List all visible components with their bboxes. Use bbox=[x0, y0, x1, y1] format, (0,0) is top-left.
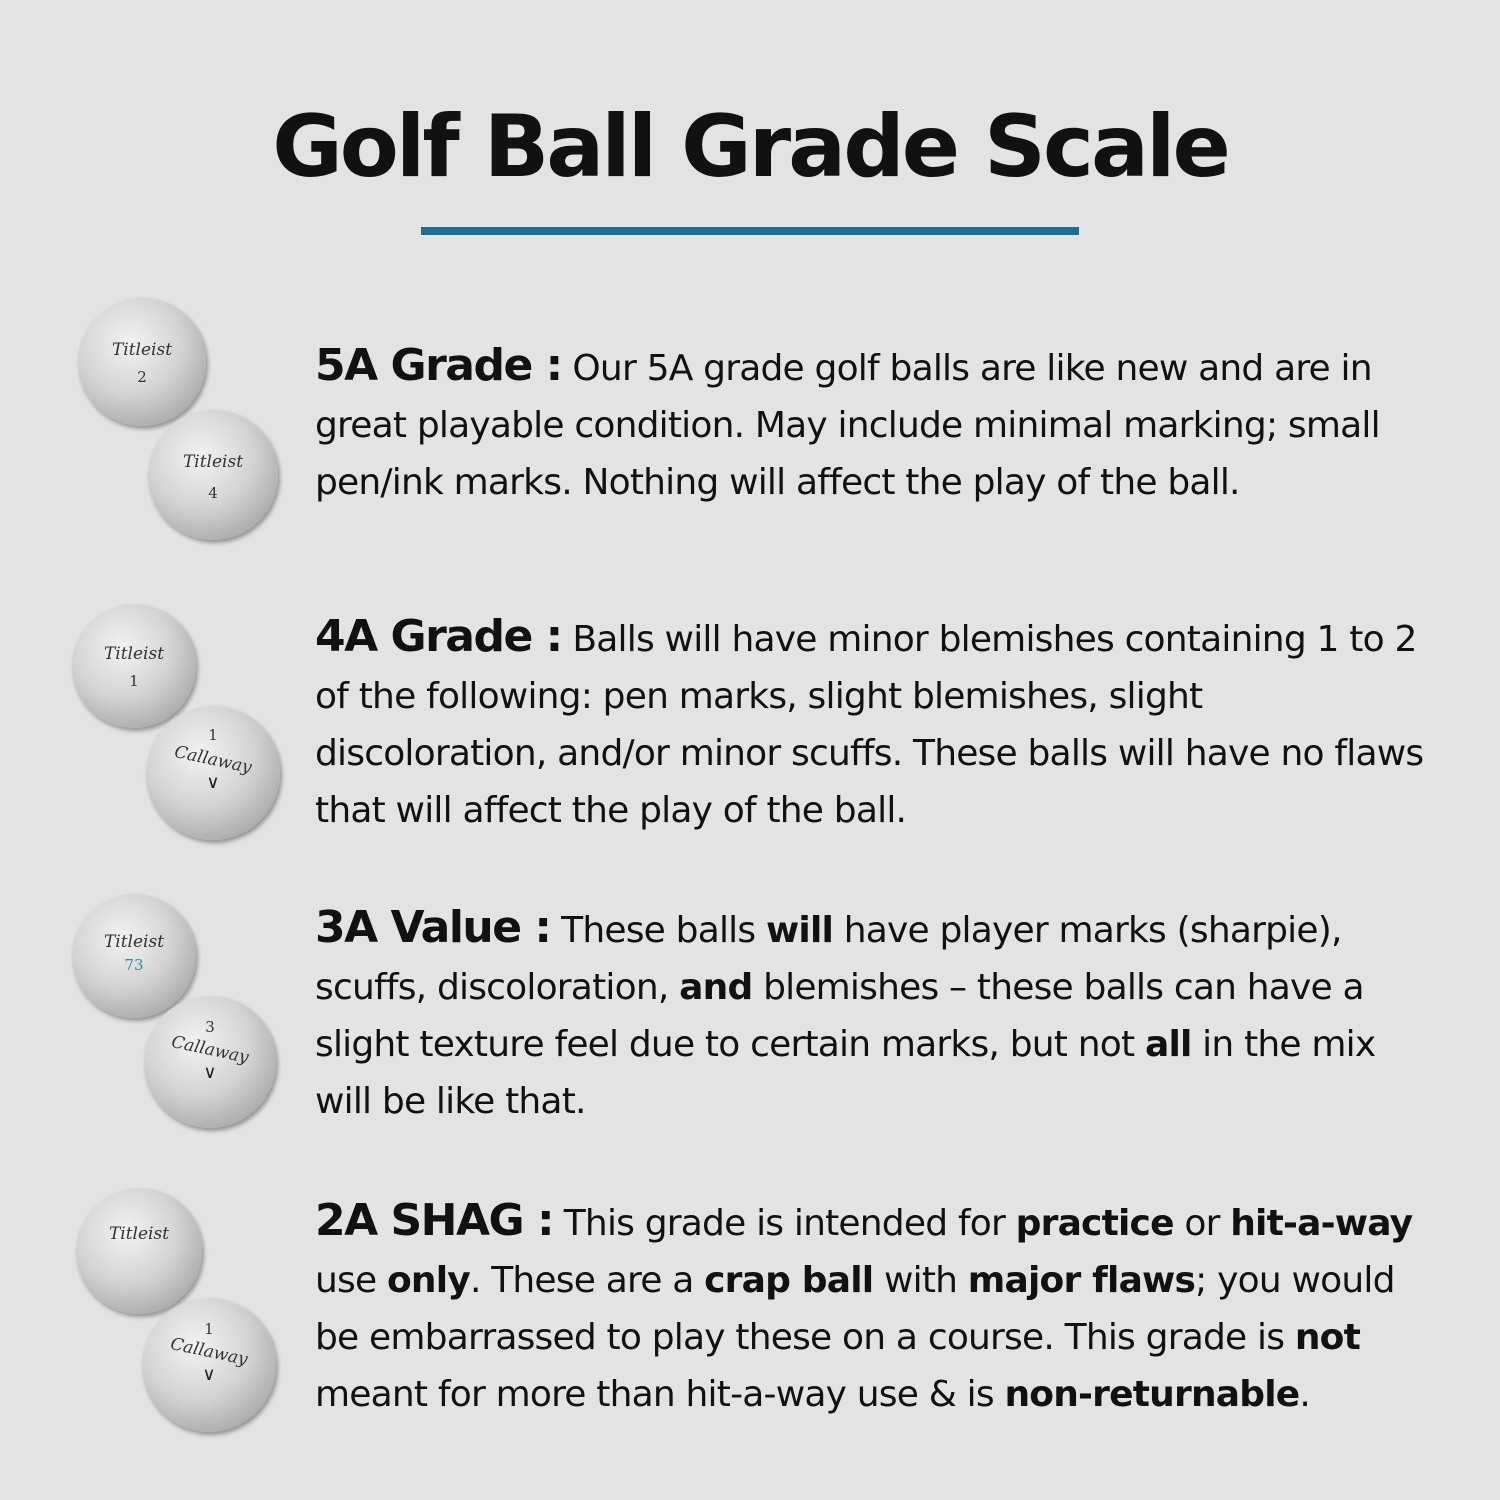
desc-text-bold: major flaws bbox=[967, 1260, 1196, 1301]
desc-text: in the mix will be like that. bbox=[315, 1024, 1376, 1122]
desc-text: ; you would be embarrassed to play these on a course. This grade is bbox=[315, 1260, 1395, 1358]
desc-text: Our 5A grade golf balls are like new and are in great playable condition. May include minimal marking; small pen/ink marks. Nothing will affect the play of the ball. bbox=[315, 348, 1380, 503]
golf-ball-titleist bbox=[72, 604, 196, 728]
desc-text-bold: will bbox=[765, 910, 834, 951]
desc-text-bold: crap ball bbox=[704, 1260, 874, 1301]
ball-brand: Callaway bbox=[168, 1334, 250, 1370]
ball-pair-5a bbox=[70, 298, 290, 548]
desc-text-bold: hit-a-way bbox=[1230, 1203, 1413, 1244]
desc-text: . These are a bbox=[469, 1260, 705, 1301]
grade-5a-description bbox=[315, 337, 1440, 511]
grade-2a-description bbox=[315, 1192, 1440, 1423]
grade-label: 5A Grade : bbox=[315, 340, 562, 391]
ball-pair-2a bbox=[70, 1186, 290, 1436]
desc-text: with bbox=[873, 1260, 968, 1301]
golf-ball-callaway bbox=[144, 996, 276, 1128]
ball-number: 73 bbox=[124, 956, 144, 974]
ball-number: 1 bbox=[129, 672, 139, 690]
grade-label: 4A Grade : bbox=[315, 611, 562, 662]
ball-brand: Callaway bbox=[169, 1032, 251, 1068]
grade-3a-description bbox=[315, 899, 1440, 1130]
golf-ball-callaway bbox=[146, 706, 280, 840]
desc-text-bold: not bbox=[1294, 1317, 1360, 1358]
ball-brand: Callaway bbox=[172, 742, 254, 778]
golf-ball-titleist bbox=[148, 410, 278, 540]
grade-4a-description bbox=[315, 608, 1440, 839]
ball-number: 4 bbox=[208, 484, 218, 502]
ball-number: 1 bbox=[208, 726, 218, 744]
desc-text: This grade is intended for bbox=[553, 1203, 1016, 1244]
desc-text-bold: all bbox=[1144, 1024, 1192, 1065]
callaway-chevron-icon: ∨ bbox=[206, 772, 220, 793]
ball-brand: Titleist bbox=[108, 1224, 170, 1244]
callaway-chevron-icon: ∨ bbox=[202, 1364, 216, 1385]
ball-pair-4a bbox=[70, 600, 290, 850]
golf-ball-titleist bbox=[78, 298, 206, 426]
page-title: Golf Ball Grade Scale bbox=[272, 97, 1228, 197]
ball-number: 3 bbox=[205, 1018, 215, 1036]
grade-label: 3A Value : bbox=[315, 902, 551, 953]
desc-text: blemishes – these balls can have a slight texture feel due to certain marks, but not bbox=[315, 967, 1364, 1065]
desc-text: meant for more than hit-a-way use & is bbox=[315, 1374, 1005, 1415]
ball-brand: Titleist bbox=[103, 644, 165, 664]
title-underline bbox=[421, 227, 1079, 235]
ball-number: 2 bbox=[137, 368, 147, 386]
desc-text-bold: only bbox=[386, 1260, 470, 1301]
desc-text: use bbox=[315, 1260, 387, 1301]
desc-text-bold: non-returnable bbox=[1004, 1374, 1300, 1415]
desc-text: . bbox=[1299, 1374, 1311, 1415]
ball-brand: Titleist bbox=[182, 452, 244, 472]
desc-text: These balls bbox=[550, 910, 766, 951]
golf-ball-titleist bbox=[76, 1188, 202, 1314]
golf-ball-titleist bbox=[72, 894, 196, 1018]
ball-number: 1 bbox=[204, 1320, 214, 1338]
ball-brand: Titleist bbox=[103, 932, 165, 952]
desc-text: or bbox=[1173, 1203, 1231, 1244]
golf-ball-callaway bbox=[142, 1298, 276, 1432]
desc-text-bold: practice bbox=[1015, 1203, 1174, 1244]
desc-text: have player marks (sharpie), scuffs, discoloration, bbox=[315, 910, 1342, 1008]
callaway-chevron-icon: ∨ bbox=[203, 1062, 217, 1083]
grade-label: 2A SHAG : bbox=[315, 1195, 554, 1246]
desc-text-bold: and bbox=[679, 967, 753, 1008]
ball-pair-3a bbox=[70, 892, 290, 1142]
desc-text: Balls will have minor blemishes containing 1 to 2 of the following: pen marks, slight blemishes, slight discoloration, and/or minor scuffs. These balls will have no flaws that will affect the play of the ball. bbox=[315, 619, 1424, 831]
ball-brand: Titleist bbox=[111, 340, 173, 360]
